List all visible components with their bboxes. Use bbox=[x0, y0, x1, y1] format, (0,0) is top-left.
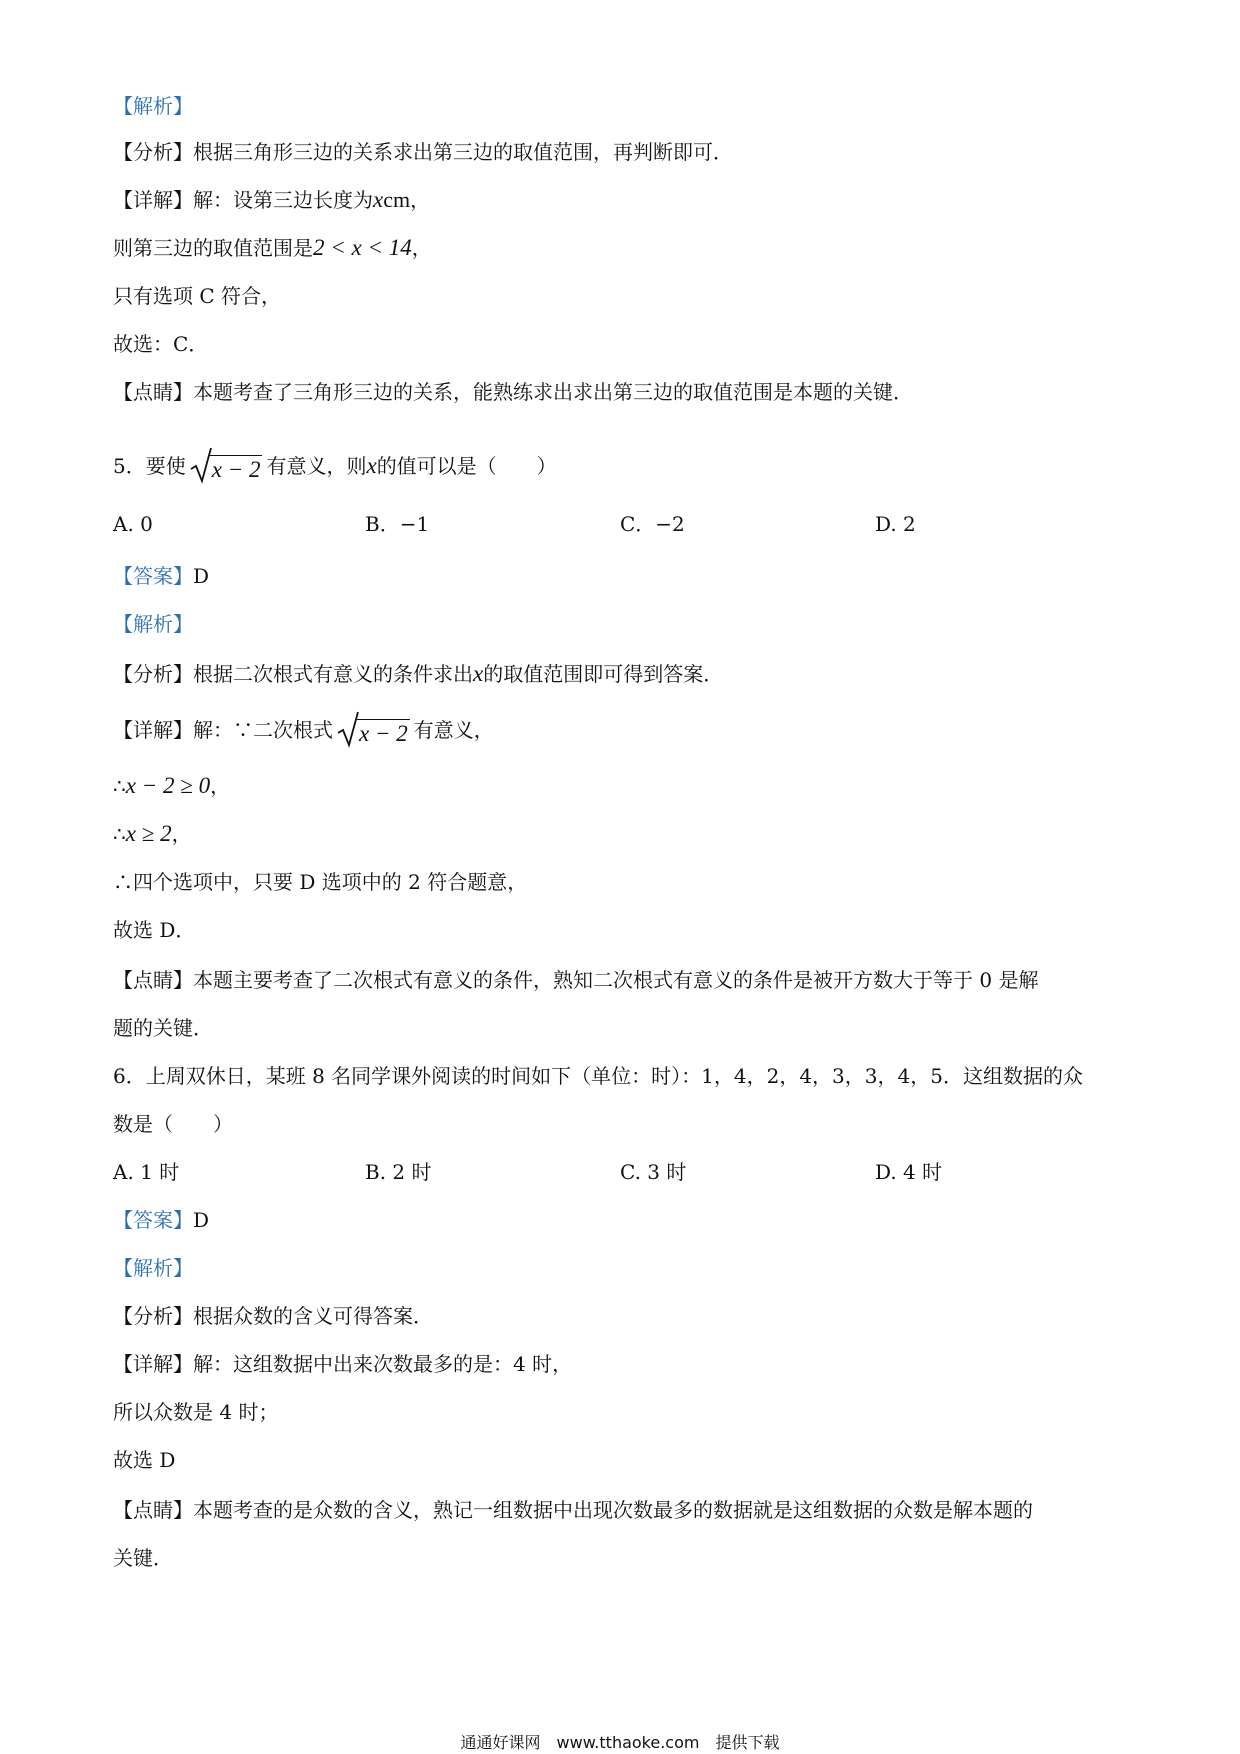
dianjing-text: 题的关键． bbox=[113, 1016, 213, 1040]
q6-stem-text: 6．上周双休日，某班 8 名同学课外阅读的时间如下（单位：时）：1，4，2，4，3，3，4，5．这组数据的众 bbox=[113, 1064, 1083, 1088]
section-tag: 【点睛】 bbox=[113, 380, 193, 404]
section-tag: 【解析】 bbox=[113, 94, 193, 118]
xiangjie-text: 解：设第三边长度为 bbox=[193, 188, 373, 212]
punctuation: ， bbox=[411, 236, 432, 260]
q6-fenxi-line bbox=[113, 1302, 433, 1330]
section-tag: 【详解】 bbox=[113, 718, 193, 742]
q6-stem-line1 bbox=[113, 1062, 1083, 1090]
q5-stem-text: 的值可以是（ ） bbox=[376, 454, 557, 478]
q5-analysis-heading bbox=[113, 610, 193, 638]
q5-option-a: A. 0 bbox=[113, 512, 153, 536]
xiangjie-text: 解：这组数据中出来次数最多的是：4 时， bbox=[193, 1352, 573, 1376]
section-tag: 【答案】 bbox=[113, 564, 193, 588]
punctuation: ， bbox=[171, 822, 192, 846]
q6-option-b: B. 2 时 bbox=[365, 1160, 432, 1184]
xiangjie-text: 解：∵二次根式 bbox=[193, 718, 333, 742]
q5-stem-text: 有意义，则 bbox=[266, 454, 367, 478]
q6-step1 bbox=[113, 1398, 278, 1426]
fenxi-text: 根据二次根式有意义的条件求出 bbox=[193, 662, 473, 686]
fenxi-text: 的取值范围即可得到答案． bbox=[483, 662, 724, 686]
section-tag: 【解析】 bbox=[113, 612, 193, 636]
choose-text: 故选 D． bbox=[113, 918, 196, 942]
radicand: x − 2 bbox=[359, 721, 408, 746]
q6-stem-text: 数是（ ） bbox=[113, 1112, 233, 1136]
option-match-line bbox=[113, 282, 281, 310]
section-tag: 【点睛】 bbox=[113, 1498, 193, 1522]
q5-option-b: B．−1 bbox=[365, 512, 430, 536]
inequality: x ≥ 2 bbox=[125, 821, 172, 846]
q5-stem-text: 5．要使 bbox=[113, 454, 186, 478]
q5-stem bbox=[113, 452, 557, 484]
q5-option-d: D. 2 bbox=[875, 512, 916, 536]
radicand: x − 2 bbox=[211, 457, 261, 482]
punctuation: ， bbox=[410, 188, 431, 212]
q5-dianjing-line1 bbox=[113, 966, 1038, 994]
section-tag: 【详解】 bbox=[113, 188, 193, 212]
q6-option-c: C. 3 时 bbox=[620, 1160, 687, 1184]
punctuation: ， bbox=[210, 774, 231, 798]
q5-xiangjie-line bbox=[113, 716, 494, 748]
q5-option-c: C．−2 bbox=[620, 512, 685, 536]
section-tag: 【解析】 bbox=[113, 1256, 193, 1280]
step-text: 所以众数是 4 时； bbox=[113, 1400, 279, 1424]
dianjing-text: 本题考查的是众数的含义，熟记一组数据中出现次数最多的数据就是这组数据的众数是解本题的 bbox=[193, 1498, 1033, 1522]
unit: cm bbox=[383, 187, 411, 212]
answer-value: D bbox=[193, 1208, 210, 1232]
fenxi-text: 根据三角形三边的关系求出第三边的取值范围，再判断即可． bbox=[193, 140, 733, 164]
page-footer: 通通好课网 www.tthaoke.com 提供下载 bbox=[460, 1733, 780, 1752]
q5-step1 bbox=[113, 772, 230, 800]
q5-answer-line bbox=[113, 562, 209, 590]
section-tag: 【分析】 bbox=[113, 662, 193, 686]
fenxi-text: 根据众数的含义可得答案． bbox=[193, 1304, 433, 1328]
range-line bbox=[113, 234, 432, 262]
q6-xiangjie-line bbox=[113, 1350, 572, 1378]
section-tag: 【分析】 bbox=[113, 140, 193, 164]
step-text: ∴四个选项中，只要 D 选项中的 2 符合题意， bbox=[113, 870, 528, 894]
dianjing-text: 关键． bbox=[113, 1546, 173, 1570]
variable: x bbox=[366, 453, 377, 478]
choose-line bbox=[113, 330, 208, 358]
therefore-symbol: ∴ bbox=[113, 774, 126, 798]
choose-text: 故选：C． bbox=[113, 332, 209, 356]
xiangjie-text: 有意义， bbox=[413, 718, 494, 742]
q6-choose bbox=[113, 1446, 175, 1474]
q6-dianjing-line1 bbox=[113, 1496, 1033, 1524]
dianjing-text: 本题主要考查了二次根式有意义的条件，熟知二次根式有意义的条件是被开方数大于等于 0 是解 bbox=[193, 968, 1039, 992]
sqrt-expression bbox=[337, 719, 410, 748]
dianjing-text: 本题考查了三角形三边的关系，能熟练求出求出第三边的取值范围是本题的关键． bbox=[193, 380, 913, 404]
q5-dianjing-line2 bbox=[113, 1014, 213, 1042]
variable: x bbox=[473, 661, 484, 686]
q6-analysis-heading bbox=[113, 1254, 193, 1282]
q5-step2 bbox=[113, 820, 192, 848]
radical-sign-icon bbox=[337, 711, 359, 749]
q5-fenxi-line bbox=[113, 660, 723, 688]
q6-option-d: D. 4 时 bbox=[875, 1160, 943, 1184]
sqrt-expression bbox=[190, 455, 263, 484]
q6-answer-line bbox=[113, 1206, 209, 1234]
xiangjie-line bbox=[113, 186, 430, 214]
range-text: 则第三边的取值范围是 bbox=[113, 236, 313, 260]
analysis-heading bbox=[113, 92, 193, 120]
inequality: x − 2 ≥ 0 bbox=[125, 773, 211, 798]
section-tag: 【分析】 bbox=[113, 1304, 193, 1328]
variable: x bbox=[373, 187, 384, 212]
q5-choose bbox=[113, 916, 195, 944]
section-tag: 【点睛】 bbox=[113, 968, 193, 992]
q6-option-a: A. 1 时 bbox=[113, 1160, 180, 1184]
answer-value: D bbox=[193, 564, 210, 588]
section-tag: 【详解】 bbox=[113, 1352, 193, 1376]
range-math: 2 < x < 14 bbox=[313, 235, 412, 260]
q6-dianjing-line2 bbox=[113, 1544, 173, 1572]
radical-sign-icon bbox=[190, 447, 212, 485]
q6-stem-line2 bbox=[113, 1110, 233, 1138]
therefore-symbol: ∴ bbox=[113, 822, 126, 846]
section-tag: 【答案】 bbox=[113, 1208, 193, 1232]
fenxi-line bbox=[113, 138, 733, 166]
q5-step3 bbox=[113, 868, 527, 896]
dianjing-line bbox=[113, 378, 913, 406]
option-match-text: 只有选项 C 符合， bbox=[113, 284, 282, 308]
choose-text: 故选 D bbox=[113, 1448, 176, 1472]
